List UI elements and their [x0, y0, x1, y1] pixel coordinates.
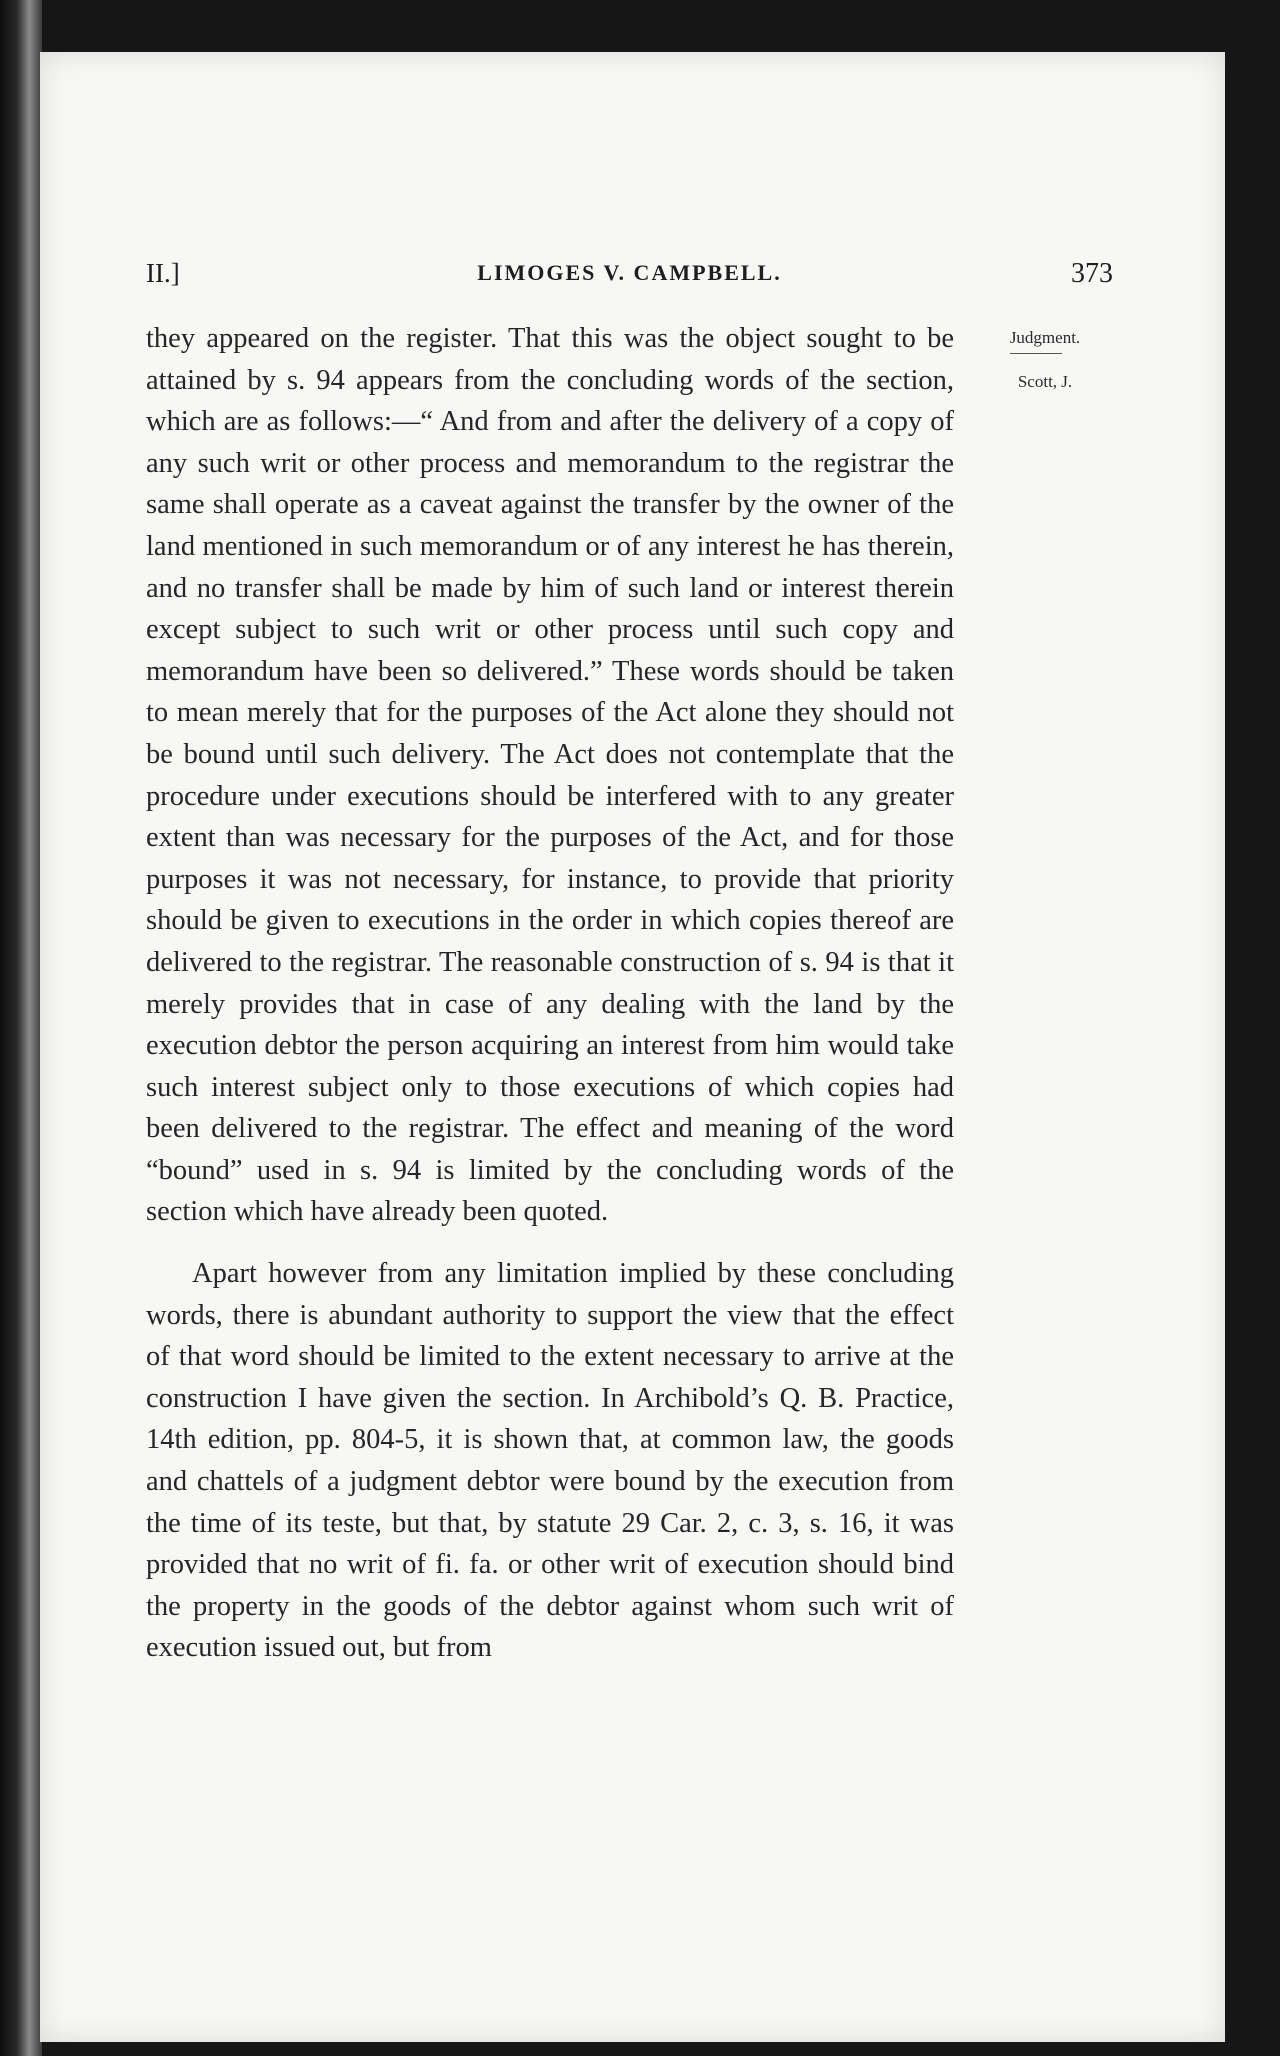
body-text: [146, 318, 954, 1669]
margin-note-judge: Scott, J.: [1017, 372, 1073, 391]
margin-note-rule: [1010, 353, 1062, 354]
section-marker: II.]: [146, 258, 180, 288]
page-number: 373: [1071, 258, 1113, 289]
margin-note-judgment: Judgment.: [1009, 328, 1081, 347]
paragraph: Apart however from any limitation implied by these concluding words, there is abundant authority to support the view that the effect of that word should be limited to the extent necessary to arrive at the construction I have given the section. In Archibold’s Q. B. Practice, 14th edition, pp. 804-5, it is shown that, at common law, the goods and chattels of a judgment debtor were bound by the execution from the time of its teste, but that, by statute 29 Car. 2, c. 3, s. 16, it was provided that no writ of fi. fa. or other writ of execution should bind the property in the goods of the debtor against whom such writ of execution issued out, but from: [146, 1258, 954, 1664]
case-title: LIMOGES V. CAMPBELL.: [477, 260, 782, 285]
running-header: [146, 258, 1113, 298]
paragraph: they appeared on the register. That this was the object sought to be attained by s. 94 appears from the concluding words of the section, which are as follows:—“ And from and after the delivery of a copy of any such writ or other process and memorandum to the registrar the same shall operate as a caveat against the transfer by the owner of the land mentioned in such memorandum or of any interest he has therein, and no transfer shall be made by him of such land or interest therein except subject to such writ or other process until such copy and memorandum have been so delivered.” These words should be taken to mean merely that for the purposes of the Act alone they should not be bound until such delivery. The Act does not contemplate that the procedure under executions should be interfered with to any greater extent than was necessary for the purposes of the Act, and for those purposes it was not necessary, for instance, to provide that priority should be given to executions in the order in which copies thereof are delivered to the registrar. The reasonable construction of s. 94 is that it merely provides that in case of any dealing with the land by the execution debtor the person acquiring an interest from him would take such interest subject only to those executions of which copies had been delivered to the registrar. The effect and meaning of the word “bound” used in s. 94 is limited by the concluding words of the section which have already been quoted.: [146, 323, 954, 1228]
book-spine-edge: [0, 0, 42, 2056]
